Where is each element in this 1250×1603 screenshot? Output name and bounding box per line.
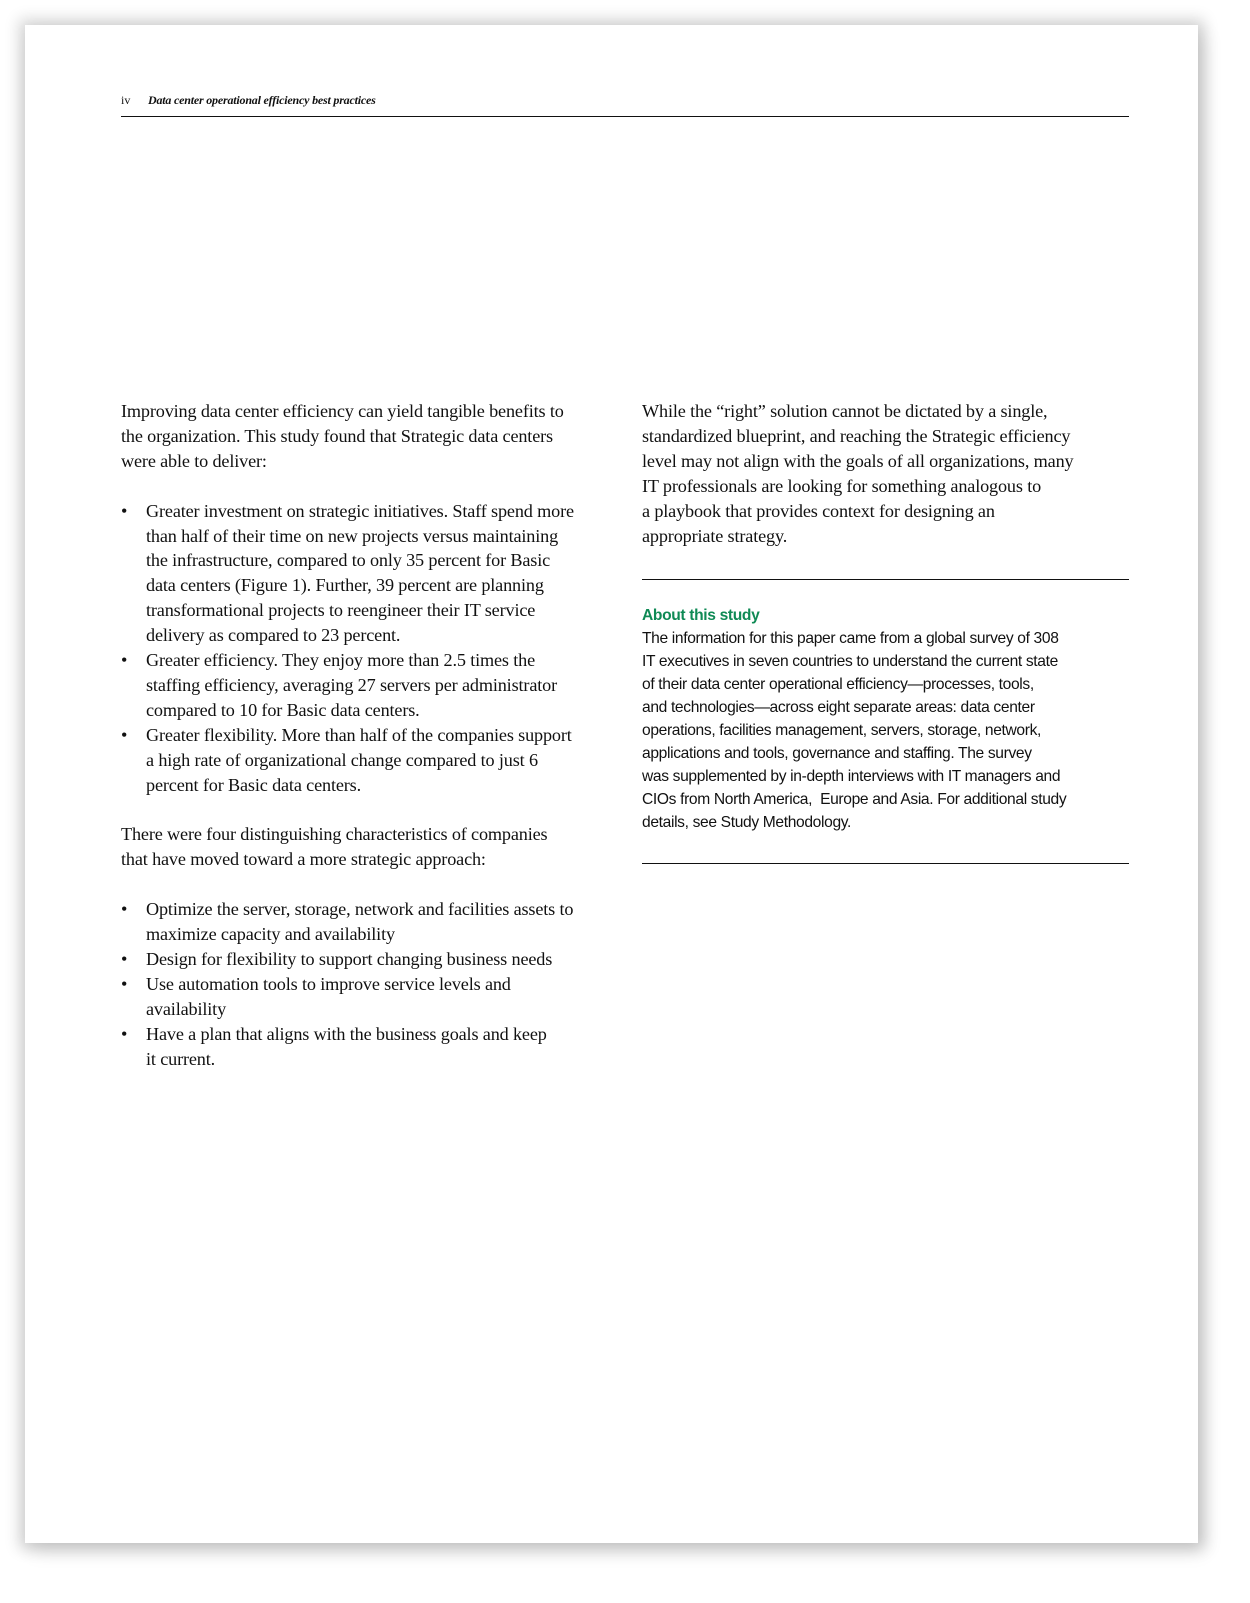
sidebar-bottom-divider [642,863,1129,864]
running-header-title: Data center operational efficiency best practices [148,93,376,107]
running-header [121,91,1129,117]
characteristic-item [121,947,621,972]
text-line: of their data center operational efficiency—processes, tools, [642,676,1034,694]
text-line: availability [146,998,227,1019]
bullet-icon: • [121,973,128,994]
text-line: transformational projects to reengineer their IT service [146,600,536,621]
text-line: Greater flexibility. More than half of the companies support [146,724,572,745]
benefit-item-investment [121,499,621,648]
benefit-item-flexibility [121,723,621,798]
benefits-list [121,499,621,798]
text-line: Use automation tools to improve service levels and [146,973,511,994]
text-line: Greater efficiency. They enjoy more than 2.5 times the [146,650,536,671]
characteristic-item [121,972,621,1022]
document-page [25,25,1198,1543]
text-line: maximize capacity and availability [146,923,395,944]
characteristics-intro-paragraph [121,822,621,872]
text-line: that have moved toward a more strategic approach: [121,849,486,870]
benefit-item-efficiency [121,648,621,723]
bullet-icon: • [121,899,128,920]
text-line: applications and tools, governance and staffing. The survey [642,744,1032,762]
text-line: Improving data center efficiency can yield tangible benefits to [121,401,564,421]
text-line: staffing efficiency, averaging 27 servers per administrator [146,674,557,695]
text-line: percent for Basic data centers. [146,774,362,795]
text-line: IT professionals are looking for something analogous to [642,475,1042,496]
text-line: compared to 10 for Basic data centers. [146,699,420,720]
strategy-paragraph [642,399,1132,548]
text-line: CIOs from North America, Europe and Asia. For additional study [642,790,1067,808]
text-line: details, see Study Methodology. [642,813,852,831]
text-line: standardized blueprint, and reaching the Strategic efficiency [642,425,1071,446]
text-line: the organization. This study found that Strategic data centers [121,425,553,446]
text-line: were able to deliver: [121,450,267,471]
text-line: the infrastructure, compared to only 35 percent for Basic [146,550,551,571]
text-line: There were four distinguishing characteristics of companies [121,824,548,845]
bullet-icon: • [121,650,128,671]
sidebar-top-divider [642,579,1129,580]
bullet-icon: • [121,948,128,969]
text-line: The information for this paper came from a global survey of 308 [642,630,1059,648]
text-line: level may not align with the goals of all organizations, many [642,450,1074,471]
text-line: a playbook that provides context for designing an [642,500,995,521]
text-line: IT executives in seven countries to understand the current state [642,653,1058,671]
text-line: Greater investment on strategic initiatives. Staff spend more [146,500,574,521]
page-number: iv [121,93,131,107]
text-line: a high rate of organizational change compared to just 6 [146,749,538,770]
text-line: delivery as compared to 23 percent. [146,625,401,646]
bullet-icon: • [121,724,128,745]
bullet-icon: • [121,1023,128,1044]
bullet-icon: • [121,500,128,521]
about-this-study-box [642,605,1132,834]
text-line: and technologies—across eight separate areas: data center [642,699,1035,717]
text-line: than half of their time on new projects versus maintaining [146,525,559,546]
text-line: Have a plan that aligns with the business goals and keep [146,1023,547,1044]
text-line: While the “right” solution cannot be dictated by a single, [642,401,1048,421]
text-line: Design for flexibility to support changing business needs [146,948,553,969]
text-line: was supplemented by in-depth interviews with IT managers and [642,767,1061,785]
characteristic-item [121,1022,621,1072]
text-line: it current. [146,1048,216,1069]
about-this-study-heading: About this study [642,607,760,625]
text-line: Optimize the server, storage, network and facilities assets to [146,899,574,920]
text-line: operations, facilities management, servers, storage, network, [642,721,1042,739]
characteristic-item [121,897,621,947]
characteristics-list [121,897,621,1071]
text-line: appropriate strategy. [642,525,788,546]
right-column [642,399,1132,864]
text-line: data centers (Figure 1). Further, 39 percent are planning [146,575,544,596]
left-column [121,399,621,1071]
intro-paragraph [121,399,621,474]
